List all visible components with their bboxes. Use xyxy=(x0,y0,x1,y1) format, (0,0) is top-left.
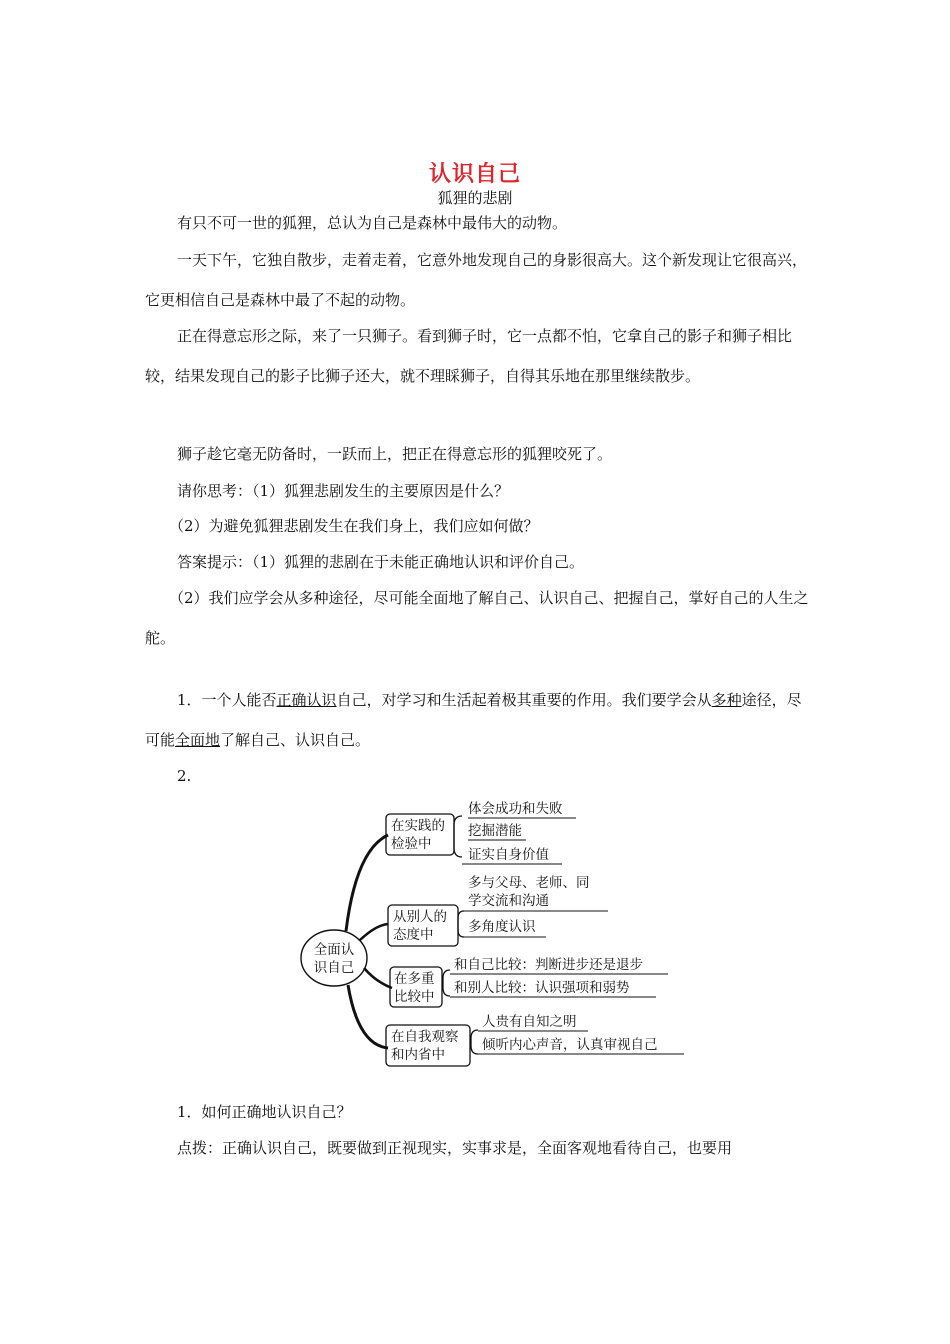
page-title: 认识自己 xyxy=(428,162,521,187)
mindmap-branch-4-item-2: 倾听内心声音，认真审视自己 xyxy=(482,1037,658,1053)
mindmap-branch-1-item-2: 挖掘潜能 xyxy=(468,823,522,839)
knowledge-point-1 xyxy=(145,680,810,760)
mindmap-branch-2-item-1: 多与父母、老师、同 xyxy=(468,875,590,891)
story-paragraph-2: 一天下午，它独自散步，走着走着，它意外地发现自己的身影很高大。这个新发现让它很高兴，它更相信自己是森林中最了不起的动物。 xyxy=(145,251,808,309)
point1-text-2: 自己，对学习和生活起着极其重要的作用。我们要学会从 xyxy=(336,691,712,709)
mindmap-branch-2-line-2: 态度中 xyxy=(393,927,434,943)
mindmap-branch-3-item-2: 和别人比较：认识强项和弱势 xyxy=(454,980,630,996)
mindmap-branch-1-item-3: 证实自身价值 xyxy=(468,847,549,863)
mindmap-branch-3-item-1: 和自己比较：判断进步还是退步 xyxy=(454,957,643,973)
point1-underline-1: 正确认识 xyxy=(276,691,337,709)
mindmap-branch-4-line-2: 和内省中 xyxy=(391,1047,445,1063)
question-2: （2）为避免狐狸悲剧发生在我们身上，我们应如何做？ xyxy=(169,517,539,535)
point1-text-3: 途径，尽可能 xyxy=(145,691,802,749)
story-title: 狐狸的悲剧 xyxy=(437,189,513,207)
answer-1: 答案提示：（1）狐狸的悲剧在于未能正确地认识和评价自己。 xyxy=(177,553,585,571)
mindmap-center-node xyxy=(301,930,367,986)
mindmap-branch-3-line-1: 在多重 xyxy=(394,971,435,987)
practice-hint: 点拨：正确认识自己，既要做到正视现实，实事求是，全面客观地看待自己，也要用 xyxy=(177,1139,733,1157)
mindmap-branch-4-item-1: 人贵有自知之明 xyxy=(482,1014,577,1030)
story-paragraph-4: 狮子趁它毫无防备时，一跃而上，把正在得意忘形的狐狸咬死了。 xyxy=(177,445,613,463)
mindmap-brace-1 xyxy=(454,816,462,857)
point1-text-4: 了解自己、认识自己。 xyxy=(220,731,371,749)
story-paragraph-1: 有只不可一世的狐狸，总认为自己是森林中最伟大的动物。 xyxy=(177,214,568,232)
mindmap-branch-2-line-1: 从别人的 xyxy=(393,909,447,925)
mindmap-branch-1-line-2: 检验中 xyxy=(391,836,432,852)
mindmap-brace-3 xyxy=(443,970,450,996)
mindmap-branch-2-item-2: 学交流和沟通 xyxy=(468,893,549,909)
mindmap-connector-1 xyxy=(346,835,388,931)
mindmap-connector-3 xyxy=(364,968,392,988)
story-paragraph-3: 正在得意忘形之际，来了一只狮子。看到狮子时，它一点都不怕，它拿自己的影子和狮子相比较，结果发现自己的影子比狮子还大，就不理睬狮子，自得其乐地在那里继续散步。 xyxy=(145,327,793,385)
mindmap-brace-4 xyxy=(471,1030,478,1054)
mindmap-brace-2 xyxy=(458,911,464,937)
mindmap-branch-2-item-3: 多角度认识 xyxy=(468,919,536,935)
point1-text-1: 1．一个人能否 xyxy=(177,691,277,709)
mindmap-branch-1-item-1: 体会成功和失败 xyxy=(468,801,563,817)
point1-underline-3: 全面地 xyxy=(175,731,221,749)
mindmap-connector-2 xyxy=(360,924,388,940)
mindmap-branch-3-line-2: 比较中 xyxy=(394,989,435,1005)
mindmap-center-line-1: 全面认 xyxy=(313,942,355,958)
mind-map xyxy=(296,790,696,1075)
mindmap-branch-4-line-1: 在自我观察 xyxy=(391,1029,459,1045)
question-1: 请你思考：（1）狐狸悲剧发生的主要原因是什么？ xyxy=(177,482,510,500)
mindmap-connector-4 xyxy=(348,985,388,1048)
mindmap-center-line-2: 识自己 xyxy=(313,960,355,976)
answer-2: （2）我们应学会从多种途径，尽可能全面地了解自己、认识自己、把握自己，掌好自己的人生之舵。 xyxy=(145,589,809,647)
mindmap-branch-1-line-1: 在实践的 xyxy=(391,818,445,834)
point1-underline-2: 多种 xyxy=(711,691,742,709)
knowledge-point-2-label: 2. xyxy=(177,767,192,785)
practice-question: 1．如何正确地认识自己？ xyxy=(177,1103,352,1121)
